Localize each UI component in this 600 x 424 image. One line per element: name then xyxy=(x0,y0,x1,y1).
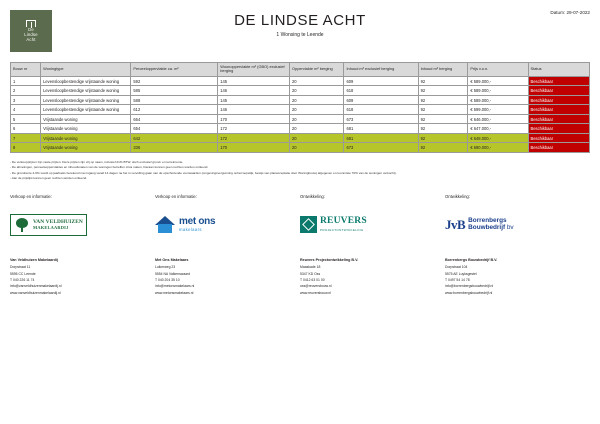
column-header-prijs: Prijs v.o.n. xyxy=(468,63,528,77)
table-cell: 4 xyxy=(11,105,41,115)
borrenbergs-logo-line-1: Borrenbergs xyxy=(468,216,507,224)
table-cell: 170 xyxy=(218,114,290,124)
borrenbergs-logo-suffix: bv xyxy=(505,223,514,231)
column-header-inhoud-excl-berging: Inhoud m³ exclusief berging xyxy=(344,63,418,77)
price-table xyxy=(10,62,590,153)
contact-line: 5595 CC Leende xyxy=(10,271,36,276)
contact-line[interactable]: info@metonsmakelaars.nl xyxy=(155,284,195,289)
table-cell: Levensloopbestendige vrijstaande woning xyxy=(41,105,131,115)
table-cell: Vrijstaande woning xyxy=(41,143,131,153)
status-badge: Beschikbaar xyxy=(528,133,589,143)
partner-logos xyxy=(10,194,590,243)
table-cell: € 647.000,- xyxy=(468,124,528,134)
table-cell: 20 xyxy=(290,124,344,134)
column-header-perceeloppervlakte: Perceeloppervlakte ca. m² xyxy=(131,63,218,77)
table-cell: 7 xyxy=(11,133,41,143)
contact-line[interactable]: www.vanveldhuizenmakelaardij.nl xyxy=(10,290,61,295)
table-cell: 20 xyxy=(290,105,344,115)
page-title: DE LINDSE ACHT xyxy=(234,12,366,29)
contact-line: T 040 204 35 10 xyxy=(155,278,180,282)
contact-line: Luikerweg 23 xyxy=(155,265,176,270)
contact-line: Dorpstraat 104 xyxy=(445,265,468,270)
table-cell: 609 xyxy=(344,95,418,105)
footnote-line: - Aan de prijslijst kunnen geen rechten worden ontleend. xyxy=(10,176,88,181)
contact-line: T 0497 54 14 78 xyxy=(445,278,470,282)
footnote-line: - De grondrente 4-6% wordt op jaarbasis berekend met ingang vanaf 14 dagen na het in vervulling gaan van de opschortende voorwaarden (omgevingsvergunning onherroepelijk, bewijs van planacceptatie door Woningbouw) afgegeven en toonmiste 70% van de woningen verkocht). xyxy=(10,170,397,175)
table-cell: 20 xyxy=(290,86,344,96)
logo-area xyxy=(155,207,292,243)
status-badge: Beschikbaar xyxy=(528,143,589,153)
logo-line-2: Lindse xyxy=(24,31,38,37)
logo-area xyxy=(445,207,582,243)
table-cell: € 690.000,- xyxy=(468,143,528,153)
contact-block xyxy=(300,257,445,296)
table-cell: 1 xyxy=(11,76,41,86)
table-cell: 609 xyxy=(344,76,418,86)
contact-name: Reuvers Projectontwikkeling B.V. xyxy=(300,257,359,262)
contact-name: Borrenbergs Bouwbedrijf B.V. xyxy=(445,257,498,262)
monogram-icon: JvB xyxy=(445,216,466,232)
table-cell: 2 xyxy=(11,86,41,96)
table-cell: 6 xyxy=(11,124,41,134)
table-cell: 20 xyxy=(290,95,344,105)
document-date: Datum: 29-07-2022 xyxy=(550,10,590,15)
vv-logo-line-1: VAN VELDHUIZEN xyxy=(33,218,83,225)
metons-logo-line-2: makelaars xyxy=(179,226,202,232)
table-row xyxy=(11,124,590,134)
metons-logo-line-1: met ons xyxy=(179,215,216,227)
table-cell: € 589.000,- xyxy=(468,86,528,96)
logo-area xyxy=(300,207,437,243)
contact-blocks xyxy=(10,257,590,296)
table-cell: 170 xyxy=(218,143,290,153)
table-header-row xyxy=(11,63,590,77)
partner-label: Ontwikkeling: xyxy=(300,193,325,199)
partner-van-veldhuizen xyxy=(10,194,155,243)
contact-line: Maaskade 18 xyxy=(300,265,321,270)
partner-met-ons xyxy=(155,194,300,243)
table-cell: € 589.000,- xyxy=(468,95,528,105)
partner-reuvers xyxy=(300,194,445,243)
table-cell: 618 xyxy=(344,105,418,115)
table-cell: € 646.000,- xyxy=(468,114,528,124)
table-row xyxy=(11,143,590,153)
vv-logo-line-2: MAKELAARDIJ xyxy=(33,225,69,231)
table-cell: 592 xyxy=(131,76,218,86)
footnotes xyxy=(10,160,590,182)
column-header-bouwnr: Bouw nr xyxy=(11,63,41,77)
contact-line: 5554 NA Valkenswaard xyxy=(155,271,190,276)
table-cell: Vrijstaande woning xyxy=(41,133,131,143)
table-cell: 145 xyxy=(218,76,290,86)
borrenbergs-bouwbedrijf-logo[interactable] xyxy=(445,217,514,233)
contact-name: Met Ons Makelaars xyxy=(155,257,189,262)
table-cell: € 599.000,- xyxy=(468,105,528,115)
table-row xyxy=(11,133,590,143)
tree-icon xyxy=(14,217,30,233)
table-cell: Levensloopbestendige vrijstaande woning xyxy=(41,76,131,86)
table-cell: € 648.000,- xyxy=(468,133,528,143)
de-lindse-acht-logo xyxy=(10,10,52,52)
table-cell: 92 xyxy=(418,95,468,105)
van-veldhuizen-makelaardij-logo[interactable] xyxy=(10,214,87,236)
status-badge: Beschikbaar xyxy=(528,76,589,86)
table-cell: 92 xyxy=(418,133,468,143)
house-icon xyxy=(155,216,175,234)
column-header-oppervlakte-berging: Oppervlakte m² berging xyxy=(290,63,344,77)
table-cell: 92 xyxy=(418,124,468,134)
table-row xyxy=(11,86,590,96)
table-row xyxy=(11,95,590,105)
table-row xyxy=(11,114,590,124)
table-cell: 20 xyxy=(290,114,344,124)
contact-line[interactable]: www.reuversbouw.nl xyxy=(300,290,331,295)
table-row xyxy=(11,76,590,86)
table-cell: Vrijstaande woning xyxy=(41,114,131,124)
table-cell: 585 xyxy=(131,86,218,96)
table-cell: 92 xyxy=(418,143,468,153)
footnote-line: - De afmetingen, perceelsoppervlaktes en inhoudsmaten van de woningen betreffen circa maten, hieraan kunnen geen rechten worden ontleend. xyxy=(10,165,209,170)
status-badge: Beschikbaar xyxy=(528,86,589,96)
table-cell: 146 xyxy=(218,105,290,115)
contact-block xyxy=(155,257,300,296)
table-cell: 145 xyxy=(218,95,290,105)
table-cell: 92 xyxy=(418,86,468,96)
contact-line[interactable]: info@borrenbergsbouwbedrijf.nl xyxy=(445,284,494,289)
price-table-wrap xyxy=(10,62,590,153)
table-cell: 5 xyxy=(11,114,41,124)
status-badge: Beschikbaar xyxy=(528,124,589,134)
contact-block xyxy=(445,257,590,296)
contact-line[interactable]: oss@reuversbouw.nl xyxy=(300,284,332,289)
column-header-woonoppervlakte: Woonoppervlakte m² (GBO) exclusief berging xyxy=(218,63,290,77)
logo-area xyxy=(10,207,147,243)
table-cell: € 589.000,- xyxy=(468,76,528,86)
column-header-woningtype: Woningtype xyxy=(41,63,131,77)
table-row xyxy=(11,105,590,115)
logo-line-3: Acht xyxy=(26,36,36,42)
contact-block xyxy=(10,257,155,296)
footnote-line: - De verkoopprijzen zijn vaste prijzen. Deze prijzen zijn vrij op naam, inclusief 21% BTW, doch exclusief grond- en terreinrente. xyxy=(10,159,184,164)
table-cell: 336 xyxy=(131,143,218,153)
table-cell: 8 xyxy=(11,143,41,153)
borrenbergs-logo-line-2: Bouwbedrijf xyxy=(468,223,506,231)
table-cell: 20 xyxy=(290,133,344,143)
table-cell: 92 xyxy=(418,105,468,115)
title-block xyxy=(10,8,590,38)
table-cell: 172 xyxy=(218,133,290,143)
table-cell: 681 xyxy=(344,133,418,143)
table-cell: 673 xyxy=(344,143,418,153)
column-header-status: Status xyxy=(528,63,589,77)
partner-label: Verkoop en informatie: xyxy=(10,193,52,199)
table-cell: 92 xyxy=(418,76,468,86)
logo-line-1: De xyxy=(28,27,34,32)
contact-line: T 040 226 11 74 xyxy=(10,278,35,282)
reuvers-logo-line-2: PROJECTONTWIKKELING xyxy=(320,228,364,233)
table-cell: 20 xyxy=(290,76,344,86)
status-badge: Beschikbaar xyxy=(528,95,589,105)
table-cell: Vrijstaande woning xyxy=(41,124,131,134)
table-cell: 172 xyxy=(218,124,290,134)
status-badge: Beschikbaar xyxy=(528,114,589,124)
contact-line: 5575 AE Luyksgestel xyxy=(445,271,477,276)
table-cell: Levensloopbestendige vrijstaande woning xyxy=(41,86,131,96)
table-cell: 664 xyxy=(131,114,218,124)
status-badge: Beschikbaar xyxy=(528,105,589,115)
diamond-icon xyxy=(300,216,317,233)
reuvers-projectontwikkeling-logo[interactable] xyxy=(300,216,367,233)
table-cell: 588 xyxy=(131,95,218,105)
table-cell: 681 xyxy=(344,124,418,134)
contact-line[interactable]: www.borrenbergsbouwbedrijf.nl xyxy=(445,290,493,295)
column-header-inhoud-berging: Inhoud m³ berging xyxy=(418,63,468,77)
partner-label: Verkoop en informatie: xyxy=(155,193,197,199)
page-subtitle: 1 Wonsing te Leende xyxy=(276,32,324,38)
table-cell: 654 xyxy=(131,124,218,134)
partner-borrenbergs xyxy=(445,194,590,243)
table-cell: 612 xyxy=(131,105,218,115)
met-ons-makelaars-logo[interactable] xyxy=(155,216,215,234)
contact-line: T 0412 63 01 00 xyxy=(300,278,325,282)
table-cell: Levensloopbestendige vrijstaande woning xyxy=(41,95,131,105)
table-cell: 92 xyxy=(418,114,468,124)
house-icon xyxy=(26,20,36,27)
contact-line: Dorpstraat 11 xyxy=(10,265,31,270)
table-cell: 20 xyxy=(290,143,344,153)
table-cell: 3 xyxy=(11,95,41,105)
contact-line[interactable]: www.metonsmakelaars.nl xyxy=(155,290,194,295)
document-header xyxy=(10,8,590,56)
table-cell: 642 xyxy=(131,133,218,143)
table-cell: 146 xyxy=(218,86,290,96)
partner-label: Ontwikkeling: xyxy=(445,193,470,199)
reuvers-logo-line-1: REUVERS xyxy=(320,215,367,226)
table-cell: 618 xyxy=(344,86,418,96)
table-cell: 673 xyxy=(344,114,418,124)
price-table-body xyxy=(11,76,590,152)
contact-name: Van Veldhuizen Makelaardij xyxy=(10,257,58,262)
contact-line[interactable]: info@vanveldhuizenmakelaardij.nl xyxy=(10,284,62,289)
contact-line: 5347 KD Oss xyxy=(300,271,321,276)
